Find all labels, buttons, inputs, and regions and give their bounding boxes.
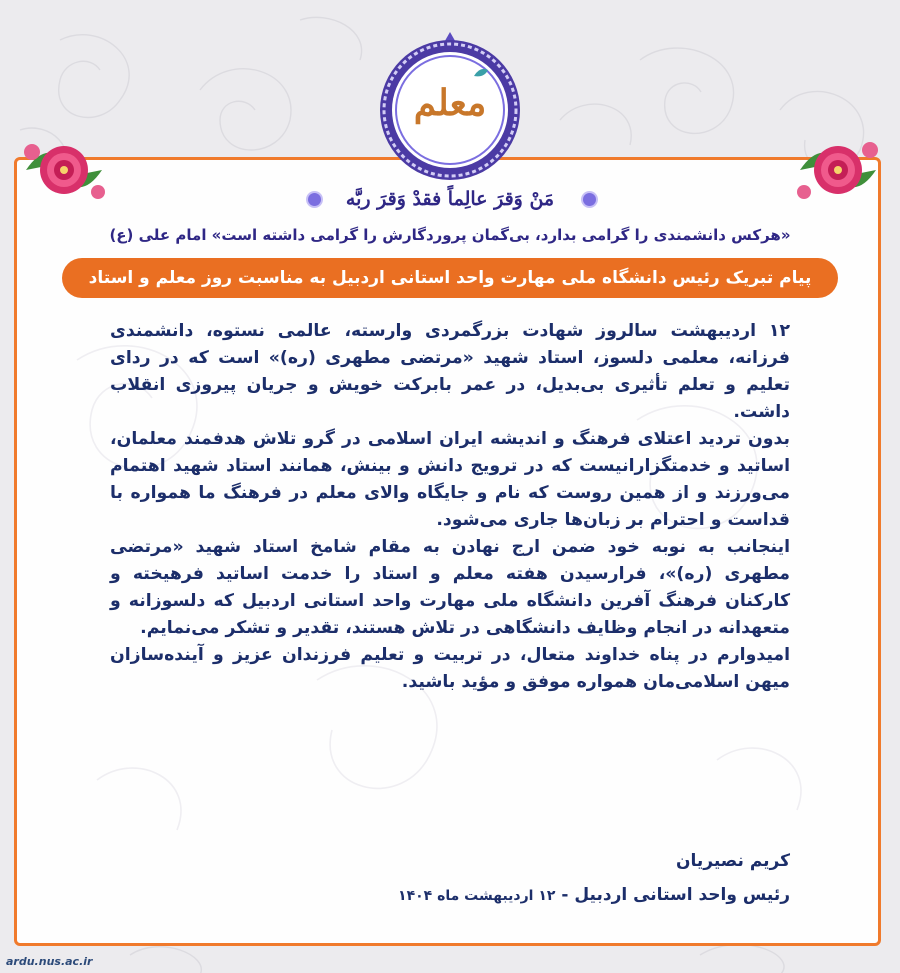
flower-left-ornament: [16, 130, 112, 210]
body-paragraph: ۱۲ اردیبهشت سالروز شهادت بزرگمردی وارسته، عالمی نستوه، دانشمندی فرزانه، معلمی دلسوز، استاد شهید «مرتضی مطهری (ره)» است که در ردای تعلیم و تعلم تأثیری بی‌بدیل، در عمر بابرکت خویش و جریان پیروزی انقلاب داشت.: [110, 321, 790, 422]
signature-block: [110, 844, 790, 913]
page-title: معلم: [413, 82, 487, 124]
verse-ornament-dot-left: [308, 193, 321, 206]
arabic-verse: مَنْ وَقرَ عالِماً فقدْ وَقرَ ربَّه: [345, 188, 555, 210]
message-title-banner: پیام تبریک رئیس دانشگاه ملی مهارت واحد استانی اردبیل به مناسبت روز معلم و استاد: [62, 258, 838, 298]
signer-role: رئیس واحد استانی اردبیل -: [561, 885, 790, 905]
website-url[interactable]: ardu.nus.ac.ir: [6, 955, 93, 968]
signer-role-line: [110, 878, 790, 913]
message-body: [110, 318, 790, 696]
title-medallion: [374, 30, 526, 182]
body-paragraph: بدون تردید اعتلای فرهنگ و اندیشه ایران اسلامی در گرو تلاش هدفمند معلمان، اساتید و خدمتگزارانیست که در ترویج دانش و بینش، همانند استاد شهید اهتمام می‌ورزند و از همین روست که نام و جایگاه والای معلم در فرهنگ ما همواره با قداست و احترام بر زبان‌ها جاری می‌شود.: [110, 429, 790, 530]
body-paragraph: امیدوارم در پناه خداوند متعال، در تربیت و تعلیم فرزندان عزیز و آینده‌سازان میهن اسلامی‌مان همواره موفق و مؤید باشید.: [110, 645, 790, 692]
flower-right-ornament: [790, 130, 886, 210]
signer-name: کریم نصیریان: [675, 851, 790, 871]
signature-date: ۱۲ اردیبهشت ماه ۱۴۰۴: [398, 888, 556, 904]
body-paragraph: اینجانب به نوبه خود ضمن ارج نهادن به مقام شامخ استاد شهید «مرتضی مطهری (ره)»، فرارسیدن هفته معلم و استاد را خدمت اساتید فرهیخته و کارکنان فرهنگ آفرین دانشگاه ملی مهارت واحد استانی اردبیل که دلسوزانه و متعهدانه در انجام وظایف دانشگاهی در تلاش هستند، تقدیر و تشکر می‌نمایم.: [110, 537, 790, 638]
hadith-quote: «هرکس دانشمندی را گرامی بدارد، بی‌گمان پروردگارش را گرامی داشته است» امام علی (ع): [109, 226, 791, 244]
